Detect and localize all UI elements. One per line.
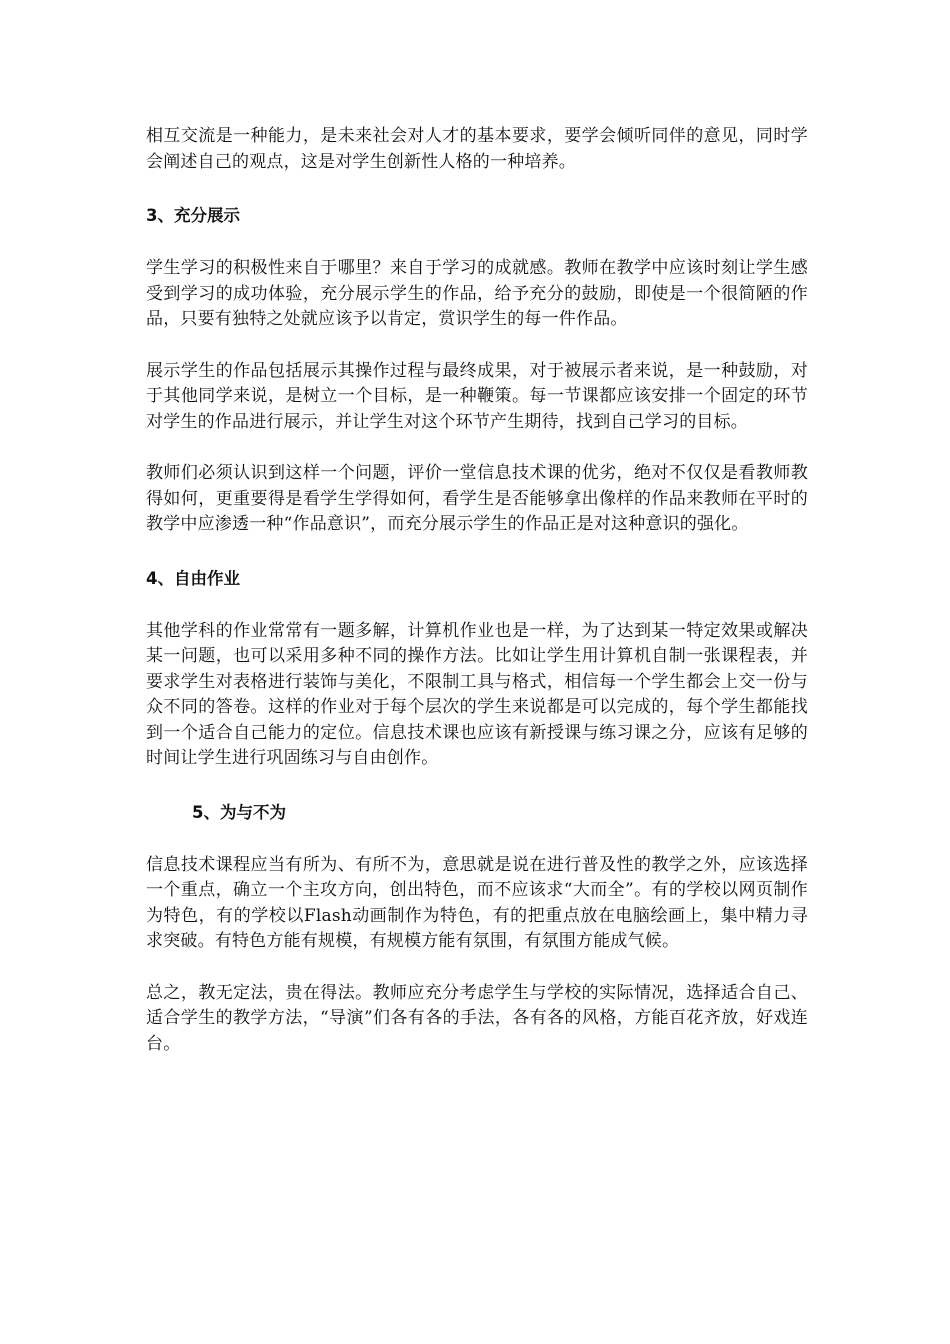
paragraph-communication: 相互交流是一种能力，是未来社会对人才的基本要求，要学会倾听同伴的意见，同时学会阐述自己的观点，这是对学生创新性人格的一种培养。 [146,126,808,172]
heading-free-homework: 4、自由作业 [146,568,240,588]
heading-do-and-dont: 5、为与不为 [192,802,286,822]
heading-full-display: 3、充分展示 [146,206,240,225]
paragraph-showcase: 展示学生的作品包括展示其操作过程与最终成果，对于被展示者来说，是一种鼓励，对于其他同学来说，是树立一个目标，是一种鞭策。每一节课都应该安排一个固定的环节对学生的作品进行展示，并让学生对这个环节产生期待，找到自己学习的目标。 [146,360,808,432]
document-body [146,124,808,1057]
paragraph-motivation: 学生学习的积极性来自于哪里？来自于学习的成就感。教师在教学中应该时刻让学生感受到学习的成功体验，充分展示学生的作品，给予充分的鼓励，即使是一个很简陋的作品，只要有独特之处就应该予以肯定，赏识学生的每一件作品。 [146,258,808,329]
paragraph-evaluation: 教师们必须认识到这样一个问题，评价一堂信息技术课的优劣，绝对不仅仅是看教师教得如何，更重要得是看学生学得如何，看学生是否能够拿出像样的作品来教师在平时的教学中应渗透一种“作品意识”，而充分展示学生的作品正是对这种意识的强化。 [146,463,808,534]
paragraph-conclusion: 总之，教无定法，贵在得法。教师应充分考虑学生与学校的实际情况，选择适合自己、适合学生的教学方法，“导演”们各有各的手法，各有各的风格，方能百花齐放，好戏连台。 [146,982,808,1054]
paragraph-homework: 其他学科的作业常常有一题多解，计算机作业也是一样，为了达到某一特定效果或解决某一问题，也可以采用多种不同的操作方法。比如让学生用计算机自制一张课程表，并要求学生对表格进行装饰与美化，不限制工具与格式，相信每一个学生都会上交一份与众不同的答卷。这样的作业对于每个层次的学生来说都是可以完成的，每个学生都能找到一个适合自己能力的定位。信息技术课也应该有新授课与练习课之分，应该有足够的时间让学生进行巩固练习与自由创作。 [146,620,808,768]
paragraph-focus: 信息技术课程应当有所为、有所不为，意思就是说在进行普及性的教学之外，应该选择一个重点，确立一个主攻方向，创出特色，而不应该求“大而全”。有的学校以网页制作为特色，有的学校以Flash动画制作为特色，有的把重点放在电脑绘画上，集中精力寻求突破。有特色方能有规模，有规模方能有氛围，有氛围方能成气候。 [146,854,808,951]
